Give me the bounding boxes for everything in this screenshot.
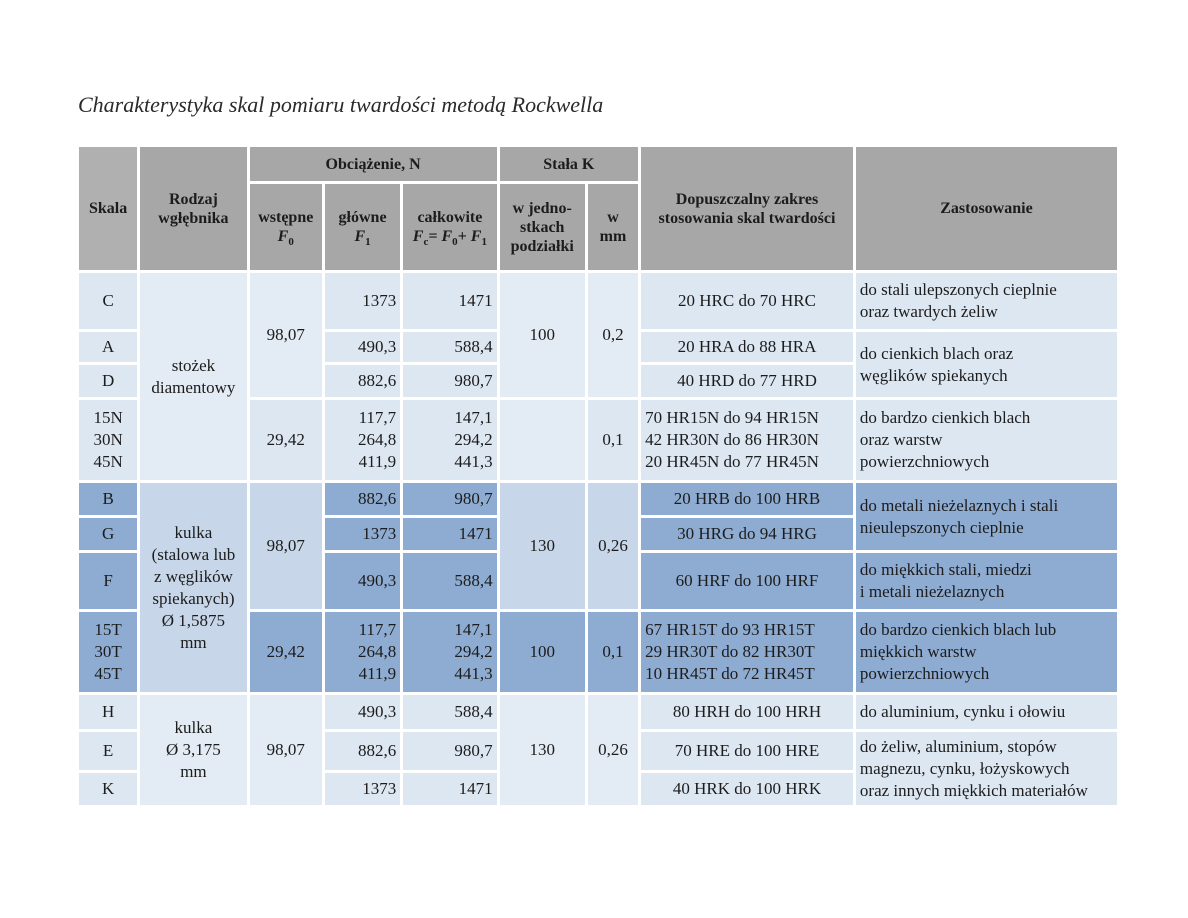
header-wstepne — [250, 184, 322, 270]
c-f1: 1373 — [325, 273, 400, 329]
scale-g: G — [79, 518, 137, 550]
f-range: 60 HRF do 100 HRF — [641, 553, 853, 609]
scale-c: C — [79, 273, 137, 329]
header-stala: Stała K — [500, 147, 639, 181]
rockwell-scales-table — [76, 144, 1120, 808]
indenter-kulka-1: kulka (stalowa lub z węglików spiekanych) Ø 1,5875 mm — [140, 483, 246, 692]
scale-h: H — [79, 695, 137, 729]
header-k-mm: w mm — [588, 184, 638, 270]
indenter-stozek: stożek diamentowy — [140, 273, 246, 480]
b-fc: 980,7 — [403, 483, 496, 515]
hek-mm: 0,26 — [588, 695, 638, 805]
n-mm: 0,1 — [588, 400, 638, 480]
scale-e: E — [79, 732, 137, 770]
header-calkowite-sub-0: 0 — [452, 236, 458, 249]
t-f1: 117,7 264,8 411,9 — [325, 612, 400, 692]
h-use: do aluminium, cynku i ołowiu — [856, 695, 1117, 729]
ad-use: do cienkich blach oraz węglików spiekanych — [856, 332, 1117, 397]
header-k-jednostki: w jedno- stkach podziałki — [500, 184, 585, 270]
indenter-kulka-2: kulka Ø 3,175 mm — [140, 695, 246, 805]
bg-use: do metali nieżelaznych i stali nieulepszonych cieplnie — [856, 483, 1117, 550]
scale-a: A — [79, 332, 137, 362]
ek-use: do żeliw, aluminium, stopów magnezu, cynku, łożyskowych oraz innych miękkich materiałów — [856, 732, 1117, 805]
f-use: do miękkich stali, miedzi i metali nieżelaznych — [856, 553, 1117, 609]
header-glowne-label: główne — [338, 209, 387, 226]
n-use: do bardzo cienkich blach oraz warstw powierzchniowych — [856, 400, 1117, 480]
header-calkowite-sub-c: c — [423, 236, 429, 249]
header-wstepne-symbol: F — [277, 228, 289, 245]
e-fc: 980,7 — [403, 732, 496, 770]
n-f0: 29,42 — [250, 400, 322, 480]
header-wstepne-label: wstępne — [258, 209, 314, 226]
g-f1: 1373 — [325, 518, 400, 550]
n-k-empty — [500, 400, 585, 480]
bgf-k: 130 — [500, 483, 585, 609]
header-glowne-symbol: F — [354, 228, 366, 245]
scales-t: 15T 30T 45T — [79, 612, 137, 692]
table-caption: Charakterystyka skal pomiaru twardości metodą Rockwella — [78, 92, 604, 117]
cad-k: 100 — [500, 273, 585, 397]
e-f1: 882,6 — [325, 732, 400, 770]
header-glowne — [325, 184, 400, 270]
header-calkowite-label: całkowite — [417, 209, 483, 226]
t-mm: 0,1 — [588, 612, 638, 692]
header-zakres: Dopuszczalny zakres stosowania skal twardości — [641, 147, 853, 270]
d-fc: 980,7 — [403, 365, 496, 397]
a-f1: 490,3 — [325, 332, 400, 362]
a-range: 20 HRA do 88 HRA — [641, 332, 853, 362]
k-fc: 1471 — [403, 773, 496, 805]
header-glowne-subscript: 1 — [365, 236, 371, 249]
t-ranges: 67 HR15T do 93 HR15T 29 HR30T do 82 HR30T 10 HR45T do 72 HR45T — [641, 612, 853, 692]
h-f1: 490,3 — [325, 695, 400, 729]
header-rodzaj: Rodzaj wgłębnika — [140, 147, 246, 270]
k-f1: 1373 — [325, 773, 400, 805]
hek-f0: 98,07 — [250, 695, 322, 805]
scale-f: F — [79, 553, 137, 609]
header-skala: Skala — [79, 147, 137, 270]
header-zastosowanie: Zastosowanie — [856, 147, 1117, 270]
scales-n: 15N 30N 45N — [79, 400, 137, 480]
n-fc: 147,1 294,2 441,3 — [403, 400, 496, 480]
b-f1: 882,6 — [325, 483, 400, 515]
scale-d: D — [79, 365, 137, 397]
n-ranges: 70 HR15N do 94 HR15N 42 HR30N do 86 HR30N 20 HR45N do 77 HR45N — [641, 400, 853, 480]
header-calkowite-symbol-fc: F — [412, 228, 424, 245]
g-range: 30 HRG do 94 HRG — [641, 518, 853, 550]
d-f1: 882,6 — [325, 365, 400, 397]
c-use: do stali ulepszonych cieplnie oraz twardych żeliw — [856, 273, 1117, 329]
bgf-f0: 98,07 — [250, 483, 322, 609]
t-use: do bardzo cienkich blach lub miękkich warstw powierzchniowych — [856, 612, 1117, 692]
h-fc: 588,4 — [403, 695, 496, 729]
n-f1: 117,7 264,8 411,9 — [325, 400, 400, 480]
d-range: 40 HRD do 77 HRD — [641, 365, 853, 397]
g-fc: 1471 — [403, 518, 496, 550]
h-range: 80 HRH do 100 HRH — [641, 695, 853, 729]
header-wstepne-subscript: 0 — [288, 236, 294, 249]
b-range: 20 HRB do 100 HRB — [641, 483, 853, 515]
c-fc: 1471 — [403, 273, 496, 329]
cad-mm: 0,2 — [588, 273, 638, 397]
scale-b: B — [79, 483, 137, 515]
c-range: 20 HRC do 70 HRC — [641, 273, 853, 329]
header-calkowite-symbol-f0: = F — [428, 228, 453, 245]
t-k: 100 — [500, 612, 585, 692]
k-range: 40 HRK do 100 HRK — [641, 773, 853, 805]
bgf-mm: 0,26 — [588, 483, 638, 609]
hek-k: 130 — [500, 695, 585, 805]
f-fc: 588,4 — [403, 553, 496, 609]
scale-k: K — [79, 773, 137, 805]
f-f1: 490,3 — [325, 553, 400, 609]
t-f0: 29,42 — [250, 612, 322, 692]
a-fc: 588,4 — [403, 332, 496, 362]
t-fc: 147,1 294,2 441,3 — [403, 612, 496, 692]
header-calkowite-sub-1: 1 — [481, 236, 487, 249]
cad-f0: 98,07 — [250, 273, 322, 397]
header-obciazenie: Obciążenie, N — [250, 147, 497, 181]
e-range: 70 HRE do 100 HRE — [641, 732, 853, 770]
header-calkowite-symbol-f1: + F — [457, 228, 482, 245]
header-calkowite — [403, 184, 496, 270]
